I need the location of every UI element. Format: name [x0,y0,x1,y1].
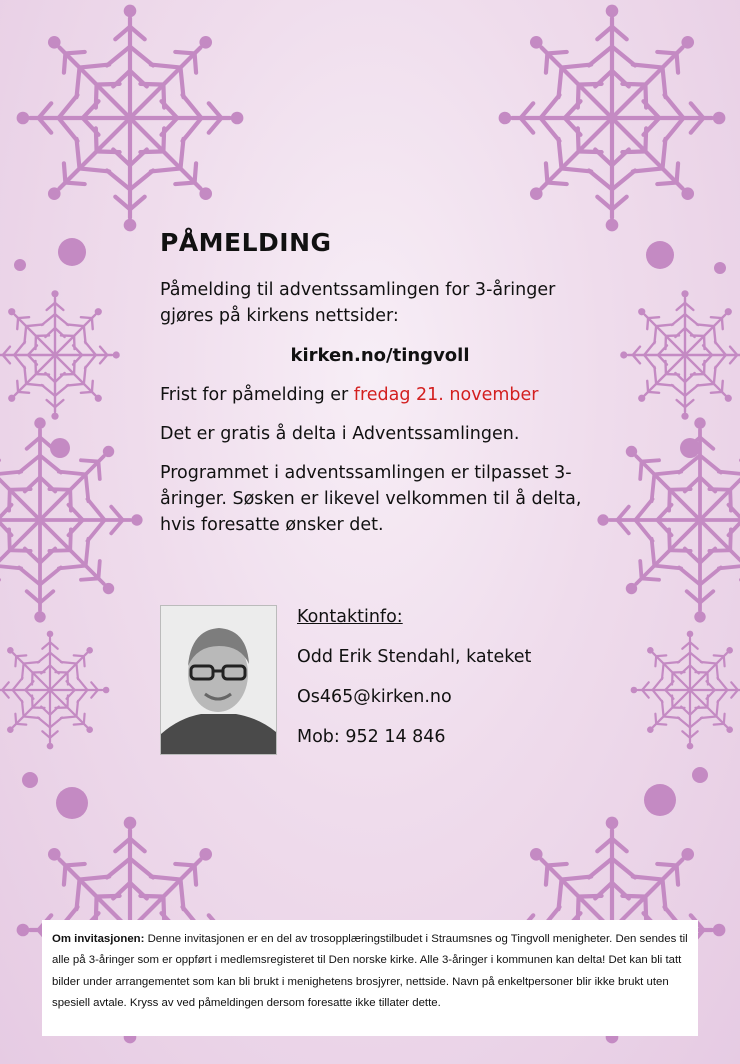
snowflake-top-right [499,5,726,232]
snowflake-right-3 [631,631,740,750]
snowflake-right-2 [597,417,740,622]
snowflake-left-2 [0,417,143,622]
deadline-text [160,382,600,408]
free-text: Det er gratis å delta i Adventssamlingen. [160,424,520,444]
snowflake-mid-right [620,290,740,420]
program-text: Programmet i adventssamlingen er tilpasset 3-åringer. Søsken er likevel velkommen til å delta, hvis foresatte ønsker det. [160,463,582,535]
contact-phone: Mob: 952 14 846 [297,727,446,747]
contact-email[interactable]: Os465@kirken.no [297,687,452,707]
deadline-prefix: Frist for påmelding er [160,385,354,405]
contact-name: Odd Erik Stendahl, kateket [297,647,532,667]
contact-photo [160,605,277,755]
contact-heading: Kontaktinfo: [297,607,403,627]
invitation-note-text: Denne invitasjonen er en del av trosopplæringstilbudet i Straumsnes og Tingvoll menigheter. Den sendes til alle på 3-åringer som er oppført i medlemsregisteret til Den norske kirke. Alle 3-åringer i kommunen kan delta! Det kan bli tatt bilder under arrangementet som kan bli brukt i menighetens brosjyrer, nettside. Navn på enkeltpersoner blir ikke brukt uten spesiell avtale. Kryss av ved påmeldingen dersom foresatte ikke tillater dette. [52,933,688,1010]
contact-info [297,604,531,764]
registration-section [160,228,600,538]
deadline-date: fredag 21. november [353,385,539,405]
snowflake-mid-left [0,290,120,420]
invitation-note-label: Om invitasjonen: [52,933,145,945]
snowflake-top-left [17,5,244,232]
invitation-note [42,920,698,1036]
page-title: PÅMELDING [160,228,332,257]
registration-url[interactable]: kirken.no/tingvoll [290,345,470,366]
snowflake-left-3 [0,631,109,750]
intro-text: Påmelding til adventssamlingen for 3-åringer gjøres på kirkens nettsider: [160,280,556,326]
